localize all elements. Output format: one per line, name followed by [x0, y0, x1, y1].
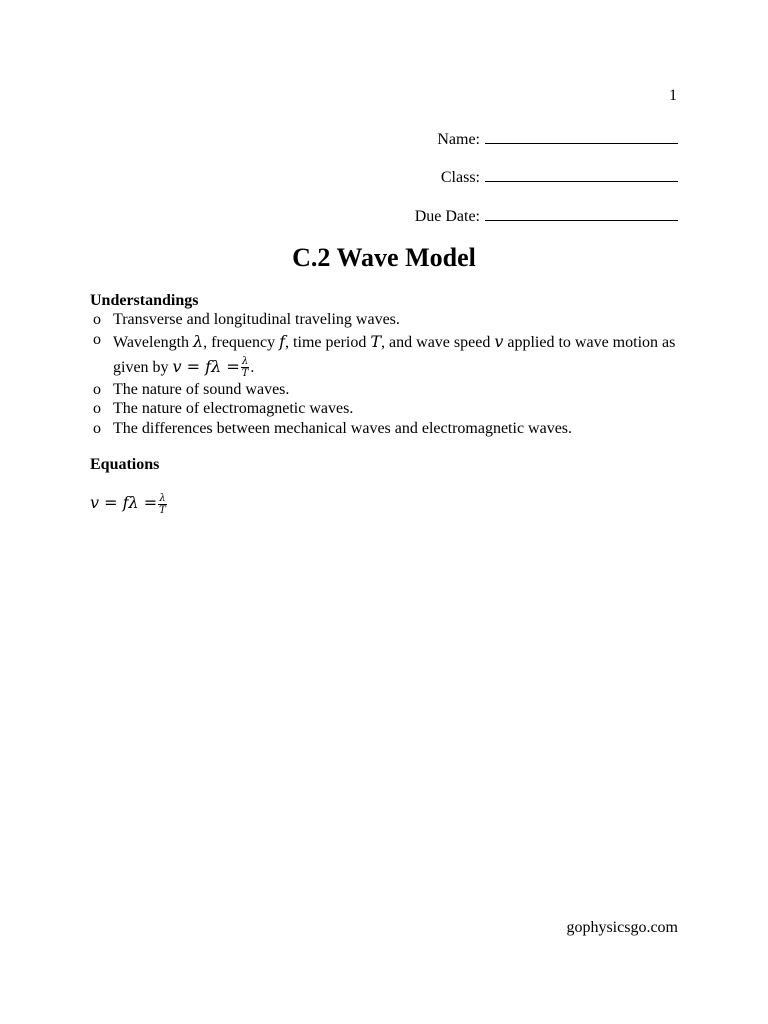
hollow-bullet-icon: o	[93, 380, 101, 398]
understandings-list	[90, 310, 680, 438]
list-item-text: The nature of electromagnetic waves.	[113, 400, 354, 417]
list-item-text: Transverse and longitudinal traveling waves.	[113, 311, 400, 328]
name-field	[437, 128, 678, 150]
fraction-denominator: T	[241, 368, 249, 380]
inline-fraction	[241, 356, 250, 379]
name-label: Name:	[437, 131, 480, 148]
list-item	[90, 399, 680, 419]
list-item	[90, 419, 680, 439]
inline-formula: v = fλ =	[172, 356, 240, 376]
hollow-bullet-icon: o	[93, 400, 101, 417]
hollow-bullet-icon: o	[93, 419, 101, 437]
equation-formula: v = fλ =	[90, 493, 158, 513]
list-item-text: applied to wave motion as given by	[113, 333, 676, 376]
t-symbol: T	[370, 331, 382, 351]
list-item-text: , and wave speed	[381, 333, 495, 351]
fraction-numerator: λ	[241, 356, 249, 368]
v-symbol: v	[494, 331, 504, 351]
class-label: Class:	[440, 169, 480, 186]
class-blank-line	[485, 166, 678, 182]
fraction-numerator: λ	[159, 493, 166, 504]
fraction-denominator: T	[159, 505, 166, 516]
understandings-heading: Understandings	[90, 292, 199, 309]
list-item-text: .	[250, 358, 255, 376]
equation-fraction	[158, 493, 167, 516]
class-field	[441, 166, 678, 188]
list-item	[90, 380, 680, 400]
hollow-bullet-icon: o	[93, 311, 101, 328]
list-item-text: The differences between mechanical waves and electromagnetic waves.	[113, 419, 573, 437]
list-item-text: Wavelength	[113, 333, 194, 351]
list-item-text: The nature of sound waves.	[113, 380, 290, 398]
page-number: 1	[669, 87, 677, 104]
footer-website: gophysicsgo.com	[566, 919, 678, 936]
list-item	[90, 330, 680, 380]
hollow-bullet-icon: o	[93, 330, 101, 348]
due-date-label: Due Date:	[414, 208, 480, 225]
equations-heading: Equations	[90, 456, 160, 473]
name-blank-line	[485, 128, 678, 144]
due-date-field	[415, 205, 678, 227]
due-date-blank-line	[485, 205, 678, 221]
list-item-text: , frequency	[203, 333, 280, 351]
lambda-symbol: λ	[193, 331, 204, 351]
wave-equation	[90, 493, 168, 516]
page-title: C.2 Wave Model	[292, 243, 476, 272]
list-item	[90, 310, 680, 330]
f-symbol: f	[279, 331, 286, 351]
list-item-text: , time period	[285, 333, 371, 351]
